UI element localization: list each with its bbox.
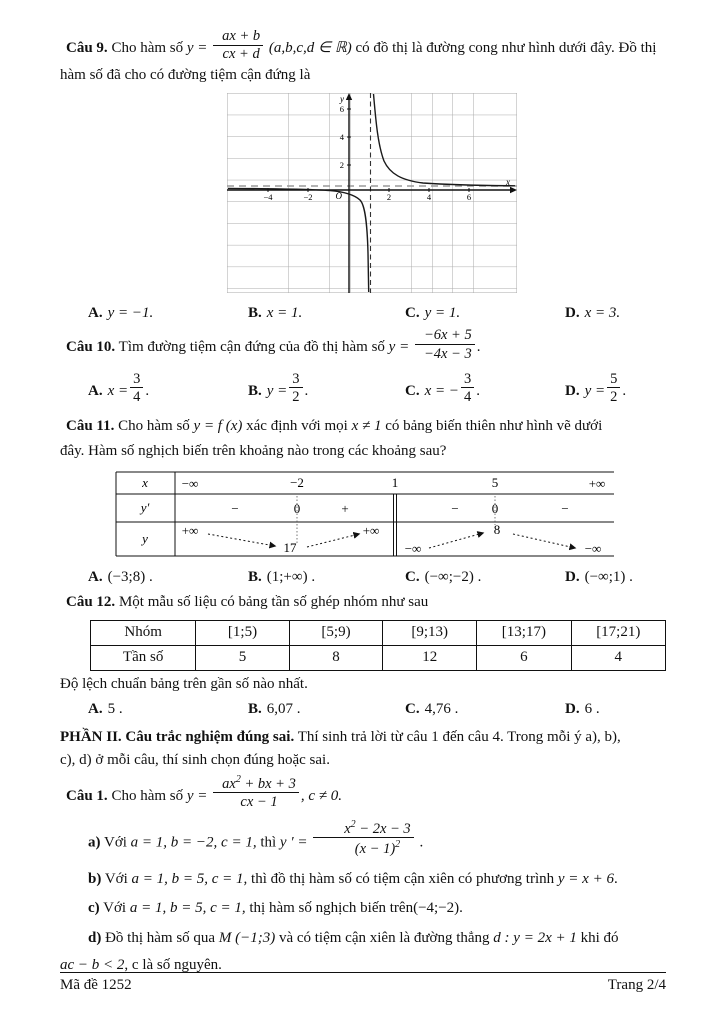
row-header-y: y bbox=[142, 530, 148, 546]
x-tick-label: 4 bbox=[426, 192, 432, 203]
question-12-text: Câu 12. Một mẫu số liệu có bảng tần số ghép nhóm như sau bbox=[66, 593, 429, 610]
y-value: 8 bbox=[493, 521, 501, 537]
y-value: −∞ bbox=[584, 540, 602, 556]
y-value: +∞ bbox=[362, 522, 380, 538]
y-tick-label: 6 bbox=[339, 104, 344, 115]
header-group: Nhóm bbox=[91, 620, 196, 645]
y-tick-label: 4 bbox=[339, 132, 344, 143]
y-value: 17 bbox=[283, 539, 297, 555]
variation-arrows bbox=[208, 533, 575, 548]
row-header-yprime: y′ bbox=[140, 499, 150, 515]
exam-code: Mã đề 1252 bbox=[60, 977, 132, 993]
frequency-table bbox=[90, 620, 666, 671]
page-content bbox=[60, 26, 666, 977]
yprime-sign: + bbox=[341, 500, 349, 516]
fraction: $\frac{ax + b}{cx + d}$ bbox=[213, 28, 263, 62]
page-number: Trang 2/4 bbox=[607, 977, 666, 993]
y-axis-label: y bbox=[340, 94, 344, 105]
x-tick-label: 6 bbox=[466, 192, 472, 203]
part2-heading-line2: c), d) ở mỗi câu, thí sinh chọn đúng hoặc sai. bbox=[60, 751, 330, 768]
x-value: 5 bbox=[491, 474, 499, 490]
function-graph bbox=[227, 93, 517, 293]
option-d: D. (−∞;1) . bbox=[565, 568, 633, 585]
option-c: C. y = 1. bbox=[405, 305, 461, 322]
option-a: A. y = −1. bbox=[88, 305, 154, 322]
yprime-sign: − bbox=[231, 500, 239, 516]
question-label: Câu 11. bbox=[66, 417, 115, 434]
option-a: A. 5 . bbox=[88, 700, 123, 717]
option-b: B. x = 1. bbox=[248, 305, 303, 322]
table-row-freqs: Tần số 5 8 12 6 4 bbox=[91, 645, 666, 670]
option-d: D. x = 3. bbox=[565, 305, 621, 322]
x-tick-label: 2 bbox=[386, 192, 392, 203]
row-header-x: x bbox=[142, 474, 148, 490]
option-c: C. 4,76 . bbox=[405, 700, 459, 717]
item-b: b) Với a = 1, b = 5, c = 1, thì đồ thị hàm số có tiệm cận xiên có phương trình y = x + 6. bbox=[88, 871, 618, 888]
option-c: C. (−∞;−2) . bbox=[405, 568, 482, 585]
x-value: −∞ bbox=[181, 475, 199, 491]
question-9-text-line2: hàm số đã cho có đường tiệm cận đứng là bbox=[60, 67, 311, 84]
x-tick-label: −4 bbox=[263, 192, 273, 203]
yprime-sign: − bbox=[451, 500, 459, 516]
option-b: B. (1;+∞) . bbox=[248, 568, 316, 585]
yprime-sign: 0 bbox=[491, 500, 499, 516]
option-c: C. x = − $\frac{3}{4}$ . bbox=[405, 370, 480, 405]
question-12-options bbox=[60, 698, 666, 720]
fraction: $\frac{-6x + 5}{-4x - 3}$ bbox=[415, 327, 475, 361]
item-a: a) Với a = 1, b = −2, c = 1, thì y ′ = $\frac{x^2 - 2x - 3}{(x - 1)^2}$ . bbox=[88, 818, 424, 857]
option-a: A. x = $\frac{3}{4}$ . bbox=[88, 370, 150, 405]
table-row-groups: Nhóm [1;5) [5;9) [9;13) [13;17) [17;21) bbox=[91, 620, 666, 645]
variation-table bbox=[115, 471, 615, 557]
option-d: D. 6 . bbox=[565, 700, 600, 717]
question-11-text-line2: đây. Hàm số nghịch biến trên khoảng nào trong các khoảng sau? bbox=[60, 442, 447, 459]
question-label: Câu 12. bbox=[66, 593, 116, 610]
question-11-text: Câu 11. Cho hàm số y = f (x) xác định với mọi x ≠ 1 có bảng biến thiên như hình vẽ dưới bbox=[66, 417, 603, 434]
option-d: D. y = $\frac{5}{2}$ . bbox=[565, 370, 627, 405]
math-expression: y = bbox=[388, 339, 410, 356]
y-value: −∞ bbox=[404, 540, 422, 556]
x-tick-label: −2 bbox=[303, 192, 313, 203]
item-d: d) Đồ thị hàm số qua M (−1;3) và có tiệm cận xiên là đường thẳng d : y = 2x + 1 khi đó bbox=[88, 930, 619, 947]
x-axis-label: x bbox=[506, 177, 510, 188]
part2-heading: PHẦN II. Câu trắc nghiệm đúng sai. Thí sinh trả lời từ câu 1 đến câu 4. Trong mỗi ý a), b), bbox=[60, 728, 621, 745]
question-9-text: Câu 9. Cho hàm số y = $\frac{ax + b}{cx + d}$ (a,b,c,d ∈ ℝ) có đồ thị là đường cong như hình dưới đây. Đồ thị bbox=[66, 28, 657, 63]
question-11-options bbox=[60, 566, 666, 588]
question-label: Câu 10. bbox=[66, 339, 116, 356]
header-freq: Tần số bbox=[91, 645, 196, 670]
question-9-options bbox=[60, 302, 666, 324]
yprime-sign: 0 bbox=[293, 500, 301, 516]
part2-question-1-text: Câu 1. Cho hàm số y = $\frac{ax^2 + bx + 3}{cx - 1}$ , c ≠ 0. bbox=[66, 773, 342, 810]
question-10-text: Câu 10. Tìm đường tiệm cận đứng của đồ thị hàm số y = $\frac{-6x + 5}{-4x - 3}$ . bbox=[66, 327, 481, 362]
math-expression: (a,b,c,d ∈ ℝ) bbox=[268, 40, 352, 57]
question-label: Câu 1. bbox=[66, 787, 108, 804]
origin-label: O bbox=[335, 191, 342, 202]
y-tick-label: 2 bbox=[339, 160, 344, 171]
question-10-options bbox=[60, 371, 666, 411]
fraction: $\frac{ax^2 + bx + 3}{cx - 1}$ bbox=[213, 774, 299, 810]
option-b: B. y = $\frac{3}{2}$ . bbox=[248, 370, 309, 405]
item-c: c) Với a = 1, b = 5, c = 1, thị hàm số nghịch biến trên(−4;−2). bbox=[88, 900, 463, 917]
option-a: A. (−3;8) . bbox=[88, 568, 153, 585]
variation-table-figure bbox=[115, 471, 666, 562]
question-label: Câu 9. bbox=[66, 40, 108, 57]
question-12-prompt: Độ lệch chuẩn bảng trên gần số nào nhất. bbox=[60, 675, 308, 692]
y-value: +∞ bbox=[181, 522, 199, 538]
fraction: $\frac{x^2 - 2x - 3}{(x - 1)^2}$ bbox=[313, 819, 413, 857]
function-graph-figure bbox=[227, 93, 517, 298]
x-value: 1 bbox=[391, 474, 399, 490]
x-value: +∞ bbox=[588, 475, 606, 491]
item-d-line2: ac − b < 2, c là số nguyên. bbox=[60, 957, 222, 974]
yprime-sign: − bbox=[561, 500, 569, 516]
x-value: −2 bbox=[290, 474, 304, 490]
page-footer bbox=[60, 972, 666, 995]
option-b: B. 6,07 . bbox=[248, 700, 301, 717]
math-expression: y = bbox=[186, 40, 208, 57]
